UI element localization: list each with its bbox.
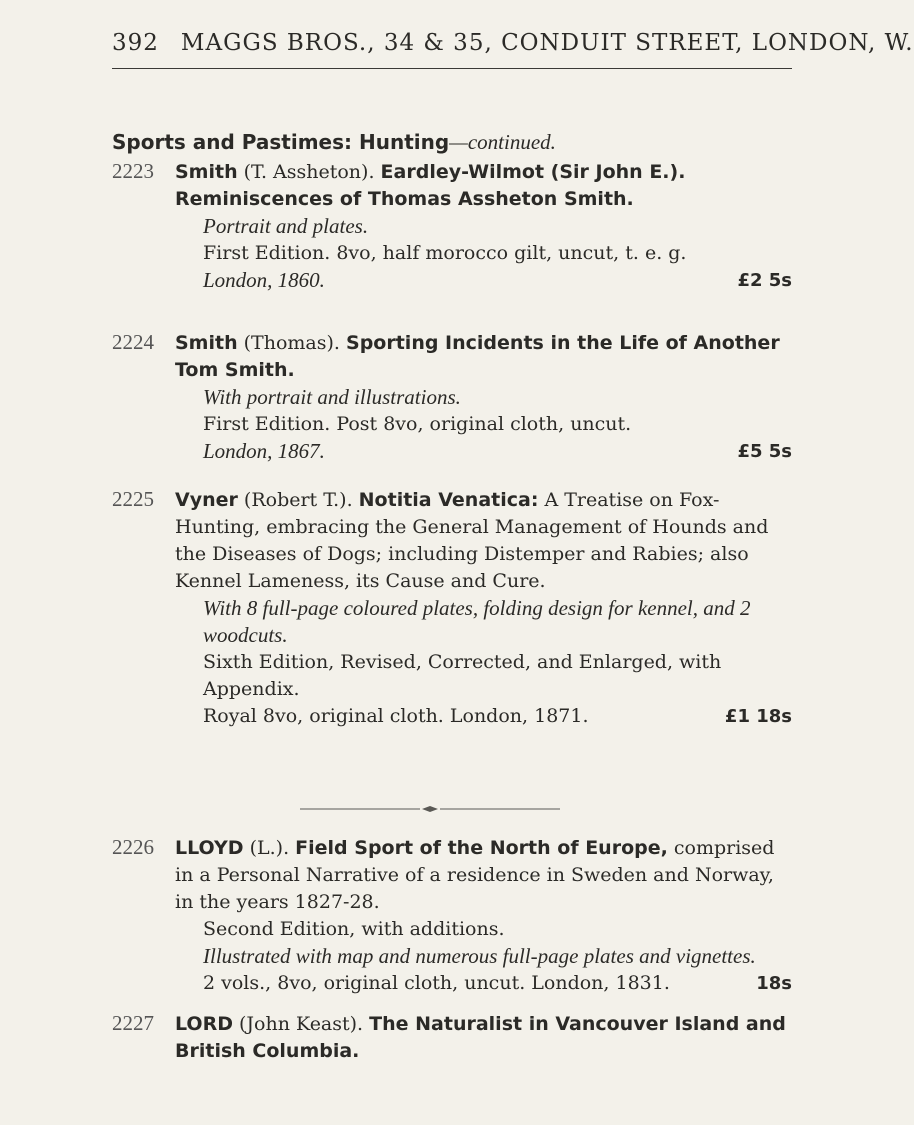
catalogue-entry — [112, 159, 792, 294]
entry-illustrations: With 8 full-page coloured plates, folding design for kennel, and 2 woodcuts. — [203, 596, 751, 647]
entry-imprint: 2 vols., 8vo, original cloth, uncut. London, 1831. — [203, 972, 670, 994]
catalogue-entry — [112, 330, 792, 465]
entry-illustrations: With portrait and illustrations. — [203, 385, 461, 409]
entry-title: Eardley-Wilmot (Sir John E.). Reminiscences of Thomas Assheton Smith. — [175, 161, 686, 210]
entry-author-detail: (L.). — [243, 837, 290, 859]
entry-edition: First Edition. 8vo, half morocco gilt, uncut, t. e. g. — [203, 242, 687, 264]
entry-subtitle: A Treatise on Fox-Hunting, embracing the General Management of Hounds and the Diseases of Dogs; including Distemper and Rabies; also Kennel Lameness, its Cause and Cure. — [175, 489, 769, 592]
entry-price: £1 18s — [724, 706, 792, 727]
entry-author: Smith — [175, 332, 238, 354]
entry-author: Smith — [175, 161, 238, 183]
entry-author: LLOYD — [175, 837, 244, 859]
entry-author: LORD — [175, 1013, 233, 1035]
entry-title: Field Sport of the North of Europe, — [295, 837, 668, 859]
entry-author-detail: (T. Assheton). — [237, 161, 375, 183]
entry-title: Sporting Incidents in the Life of Another Tom Smith. — [175, 332, 780, 381]
entry-price: 18s — [756, 973, 792, 994]
entry-author-detail: (Robert T.). — [237, 489, 353, 511]
entry-illustrations: Portrait and plates. — [203, 214, 369, 238]
entry-title: Notitia Venatica: — [358, 489, 539, 511]
entry-price: £2 5s — [737, 270, 792, 291]
lot-number: 2224 — [112, 330, 154, 354]
lot-number: 2226 — [112, 835, 154, 859]
header-rule — [112, 68, 792, 69]
entry-imprint: London, 1860. — [203, 268, 325, 292]
entry-author-detail: (Thomas). — [237, 332, 340, 354]
entry-illustrations: Illustrated with map and numerous full-page plates and vignettes. — [203, 944, 756, 968]
lot-number: 2225 — [112, 487, 154, 511]
entry-imprint: Royal 8vo, original cloth. London, 1871. — [203, 705, 589, 727]
entry-imprint: London, 1867. — [203, 439, 325, 463]
lot-number: 2223 — [112, 159, 154, 183]
page-header — [112, 30, 914, 56]
catalogue-entry — [112, 1011, 792, 1065]
ornament-divider — [300, 805, 560, 813]
entry-title: The Naturalist in Vancouver Island and British Columbia. — [175, 1013, 786, 1062]
entry-edition: First Edition. Post 8vo, original cloth, uncut. — [203, 413, 632, 435]
page-number: 392 — [112, 30, 159, 56]
entry-edition: Sixth Edition, Revised, Corrected, and Enlarged, with Appendix. — [203, 651, 722, 700]
entry-price: £5 5s — [737, 441, 792, 462]
entry-edition: Second Edition, with additions. — [203, 918, 505, 940]
publisher-line: MAGGS BROS., 34 & 35, CONDUIT STREET, LONDON, W. — [180, 30, 914, 56]
section-continued: —continued. — [449, 130, 556, 154]
catalogue-entry — [112, 487, 792, 730]
entry-subtitle: comprised in a Personal Narrative of a residence in Sweden and Norway, in the years 1827-28. — [175, 837, 775, 913]
lot-number: 2227 — [112, 1011, 154, 1035]
catalogue-entry — [112, 835, 792, 997]
entry-author: Vyner — [175, 489, 238, 511]
section-title: Sports and Pastimes: Hunting — [112, 130, 450, 154]
entry-author-detail: (John Keast). — [232, 1013, 364, 1035]
section-heading — [112, 130, 556, 155]
